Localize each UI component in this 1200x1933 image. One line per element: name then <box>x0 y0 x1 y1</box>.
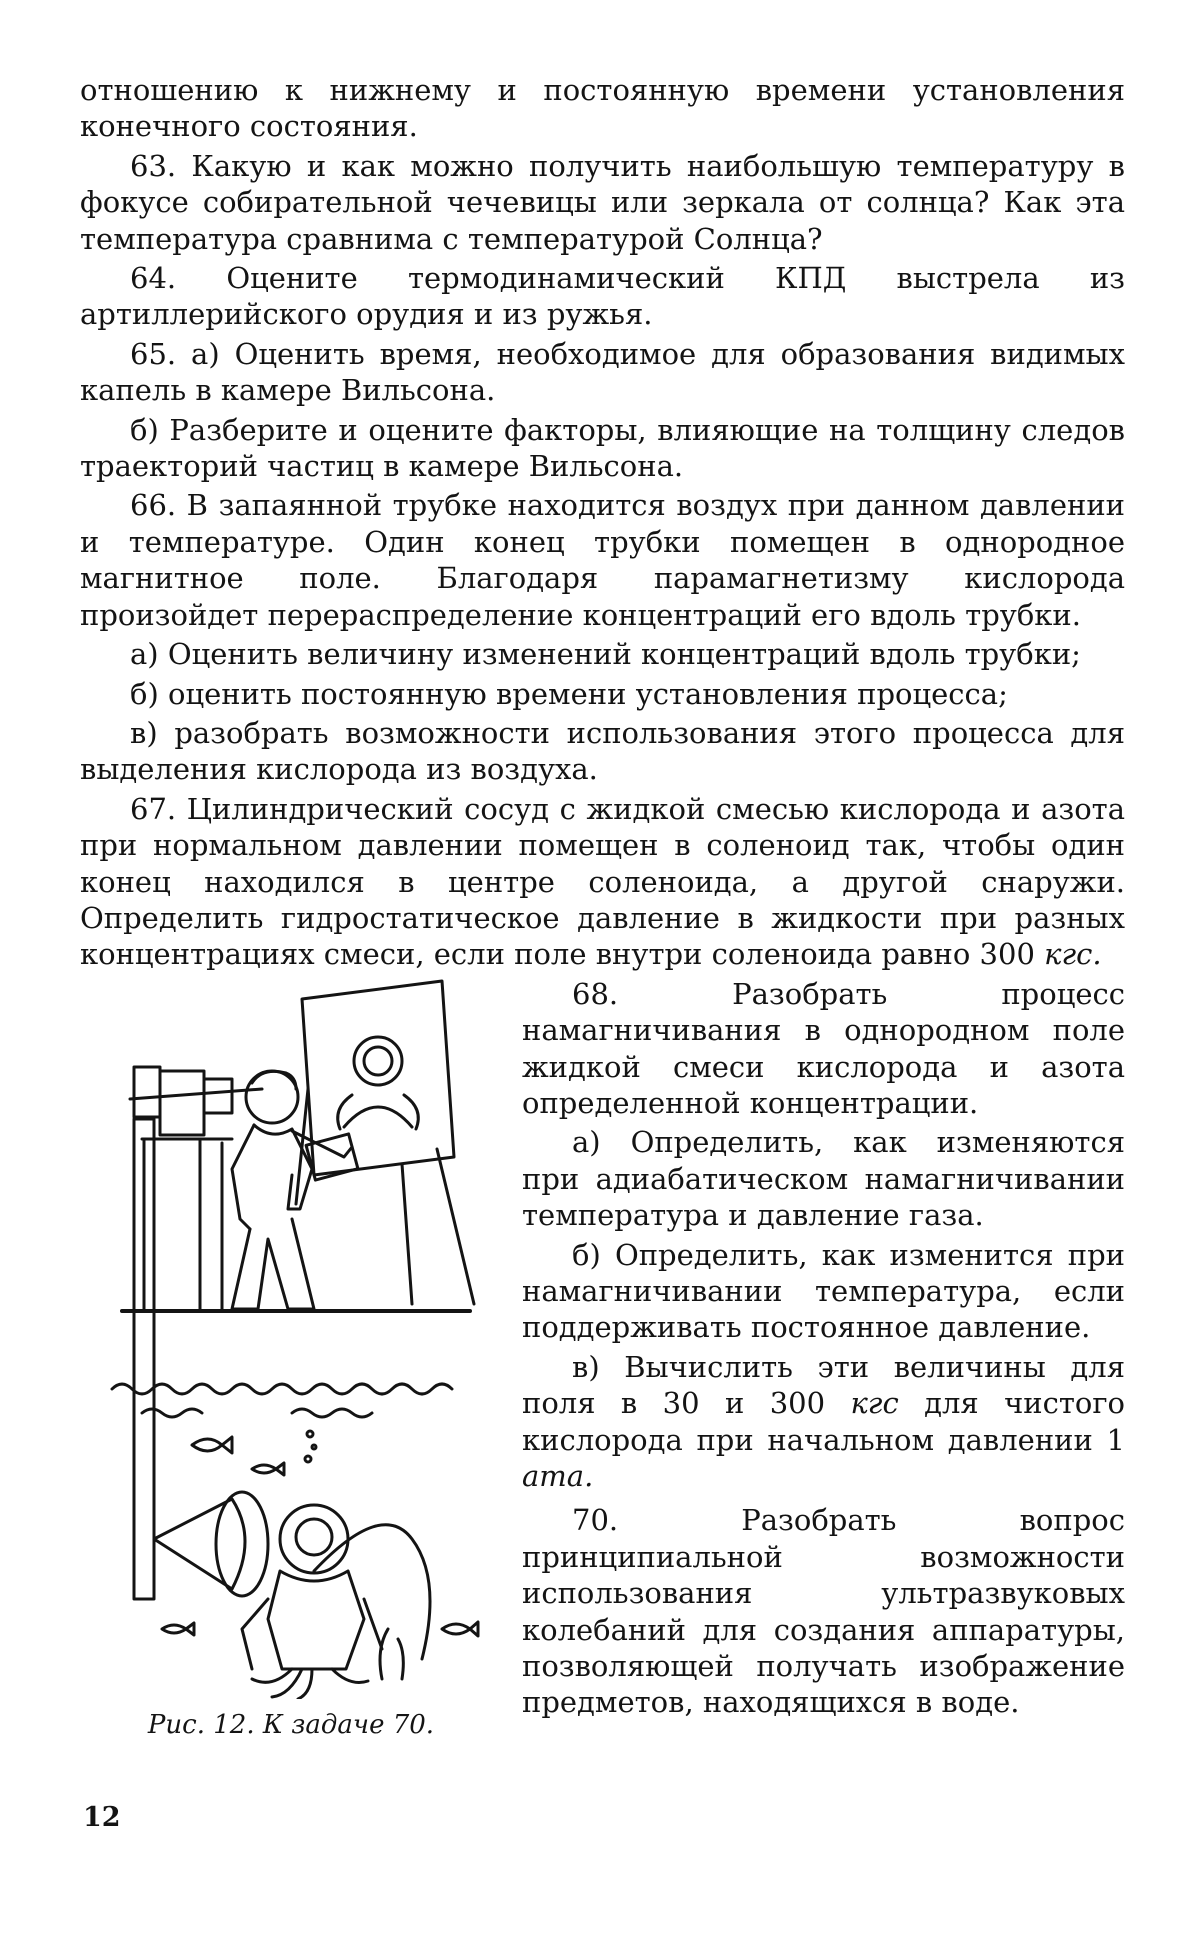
problem-64: 64. Оцените термодинамический КПД выстрела из артиллерийского орудия и из ружья. <box>80 261 1125 332</box>
problem-66a: а) Оценить величину изменений концентраций вдоль трубки; <box>130 637 1081 672</box>
problem-63: 63. Какую и как можно получить наибольшую температуру в фокусе собирательной чечевицы или зеркала от солнца? Как эта температура сравнима с температурой Солнца? <box>80 148 1125 256</box>
figure-caption: Рис. 12. К задаче 70. <box>147 1709 435 1740</box>
unit-ata: ата. <box>522 1459 594 1494</box>
problem-67-lead <box>80 791 1125 973</box>
unit-kgs: кгс. <box>1044 937 1102 972</box>
problem-68: 68. Разобрать процесс намагничивания в однородном поле жидкой смеси кислорода и азота определенной концентрации. <box>522 976 1125 1120</box>
problem-66b: б) оценить постоянную времени установления процесса; <box>130 676 1008 711</box>
page-number: 12 <box>83 1802 121 1833</box>
problem-68a: а) Определить, как изменяются при адиабатическом намагничивании температура и давление газа. <box>522 1125 1125 1233</box>
problem-65b: б) Разберите и оцените факторы, влияющие на толщину следов траекторий частиц в камере Вильсона. <box>80 412 1125 484</box>
problem-70: 70. Разобрать вопрос принципиальной возможности использования ультразвуковых колебаний для создания аппаратуры, позволяющей получать изображение предметов, находящихся в воде. <box>522 1503 1125 1720</box>
page-text <box>80 72 1125 1759</box>
problem-66c: в) разобрать возможности использования этого процесса для выделения кислорода из воздуха. <box>80 715 1125 787</box>
problem-68c-text1: в) Вычислить эти величины для поля в 30 и 300 <box>522 1349 1125 1421</box>
paragraph-continuation: отношению к нижнему и постоянную времени установления конечного состояния. <box>80 73 1125 144</box>
problem-65a: 65. а) Оценить время, необходимое для образования видимых капель в камере Вильсона. <box>80 336 1125 408</box>
unit-kgs-2: кгс <box>850 1386 899 1421</box>
problem-68b: б) Определить, как изменится при намагничивании температура, если поддерживать постоянное давление. <box>522 1237 1125 1345</box>
figure-12 <box>82 979 500 1759</box>
diver-illustration <box>82 979 500 1699</box>
problem-67-text: 67. Цилиндрический сосуд с жидкой смесью кислорода и азота при нормальном давлении помещен в соленоид так, чтобы один конец находился в центре соленоида, а другой снаружи. Определить гидростатическое давление в жидкости при разных концентрациях смеси, если поле внутри соленоида равно 300 <box>80 791 1125 972</box>
problem-66: 66. В запаянной трубке находится воздух при данном давлении и температуре. Один конец трубки помещен в однородное магнитное поле. Благодаря парамагнетизму кислорода произойдет перераспределение концентраций его вдоль трубки. <box>80 488 1125 632</box>
problem-68c-text2: для чистого кислорода при начальном давлении 1 <box>522 1386 1126 1457</box>
